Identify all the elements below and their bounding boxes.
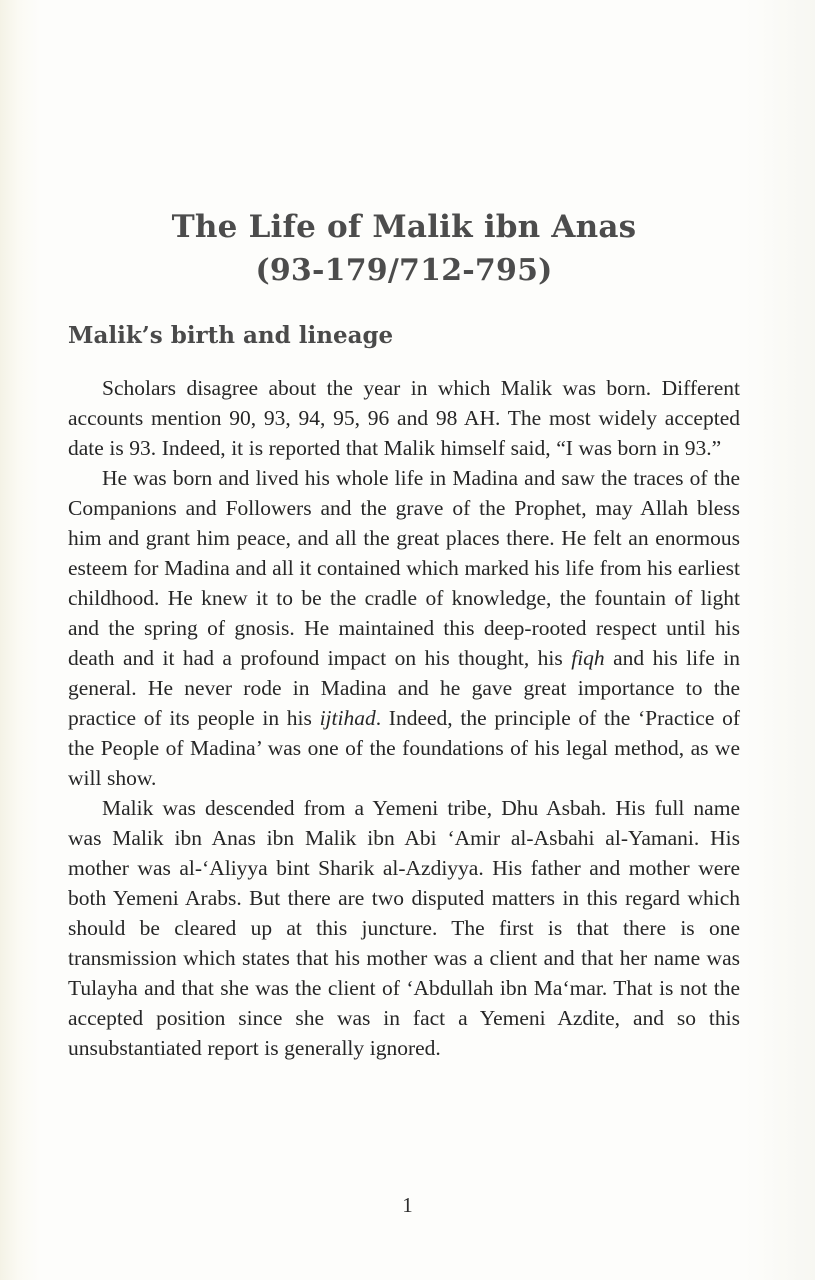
paragraph-life-in-madina: He was born and lived his whole life in Madina and saw the traces of the Companions and Followers and the grave of the Prophet, may Allah bless him and grant him peace, and all the great places there. He felt an enormous esteem for Madina and all it contained which marked his life from his earliest childhood. He knew it to be the cradle of knowledge, the fountain of light and the spring of gnosis. He maintained this deep-rooted respect until his death and it had a profound impact on his thought, his fiqh and his life in general. He never rode in Madina and he gave great importance to the practice of its people in his ijtihad. Indeed, the principle of the ‘Practice of the People of Madina’ was one of the foundations of his legal method, as we will show. <box>68 466 740 790</box>
italic-term: fiqh <box>571 646 605 670</box>
page-title-line-1: The Life of Malik ibn Anas <box>171 209 637 245</box>
paragraph-lineage: Malik was descended from a Yemeni tribe, Dhu Asbah. His full name was Malik ibn Anas ibn Malik ibn Abi ʻAmir al-Asbahi al-Yamani. His mother was al-ʻAliyya bint Sharik al-Azdiyya. His father and mother were both Yemeni Arabs. But there are two disputed matters in this regard which should be cleared up at this juncture. The first is that there is one transmission which states that his mother was a client and that her name was Tulayha and that she was the client of ʻAbdullah ibn Maʻmar. That is not the accepted position since she was in fact a Yemeni Azdite, and so this unsubstantiated report is generally ignored. <box>68 796 740 1060</box>
section-heading: Malik’s birth and lineage <box>68 322 394 349</box>
body-copy <box>68 351 740 1063</box>
paragraph-birth-year: Scholars disagree about the year in which Malik was born. Different accounts mention 90, 93, 94, 95, 96 and 98 AH. The most widely accepted date is 93. Indeed, it is reported that Malik himself said, “I was born in 93.” <box>68 376 740 460</box>
page-content-column <box>68 0 740 1063</box>
page-title <box>68 0 740 293</box>
page-title-line-2: (93-179/712-795) <box>255 253 553 288</box>
italic-term: ijtihad <box>319 706 376 730</box>
page-number: 1 <box>402 1193 413 1217</box>
